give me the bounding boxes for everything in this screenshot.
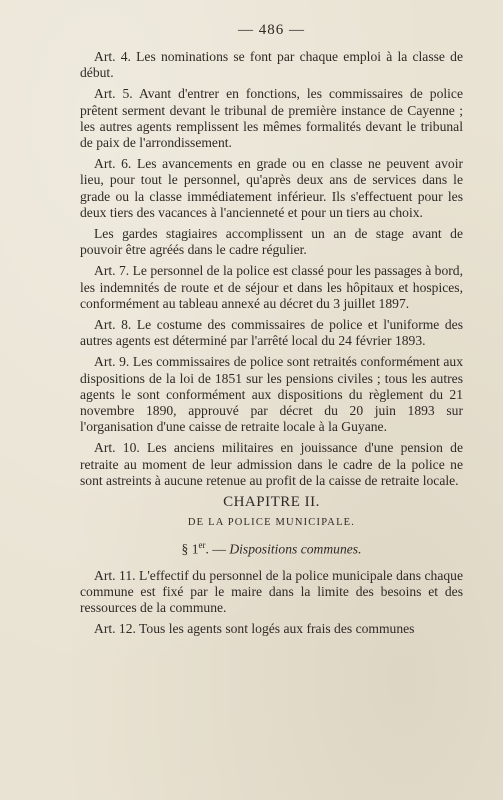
chapter-title: CHAPITRE II. xyxy=(223,494,320,511)
article-11: Art. 11. L'effectif du personnel de la police municipale dans chaque commune est fixé par le maire dans la limite des besoins et des ressources de la commune. xyxy=(80,567,463,616)
chapter-subtitle: DE LA POLICE MUNICIPALE. xyxy=(187,517,356,529)
section-title: Dispositions communes. xyxy=(229,541,362,557)
article-7: Art. 7. Le personnel de la police est classé pour les passages à bord, les indemnités de route et de séjour et dans les hôpitaux et hospices, conformément au tableau annexé au décret du 3 juillet 1897. xyxy=(80,263,463,311)
article-9: Art. 9. Les commissaires de police sont retraités conformément aux dispositions de la loi de 1851 sur les pensions civiles ; tous les autres agents le sont conformément aux dispositions du règlement du 21 novembre 1890, approuvé par décret du 20 juin 1893 sur l'organisation d'une caisse de retraite locale à la Guyane. xyxy=(80,354,463,435)
article-6: Art. 6. Les avancements en grade ou en classe ne peuvent avoir lieu, pour tout le personnel, qu'après deux ans de services dans le grade ou la classe immédiatement inférieur. Ils s'effectuent pour les deux tiers des vacances à l'ancienneté et pour un tiers au choix. xyxy=(80,156,463,220)
article-12: Art. 12. Tous les agents sont logés aux frais des communes xyxy=(94,621,415,637)
article-5: Art. 5. Avant d'entrer en fonctions, les commissaires de police prêtent serment devant le tribunal de première instance de Cayenne ; les autres agents remplissent les mêmes formalités devant le tribunal de paix de l'arrondissement. xyxy=(80,86,463,151)
section-heading xyxy=(80,540,463,558)
section-dash: . — xyxy=(205,541,230,557)
article-4: Art. 4. Les nominations se font par chaque emploi à la classe de début. xyxy=(80,49,463,81)
section-number: § 1 xyxy=(181,541,199,557)
article-6-stagiaires: Les gardes stagiaires accomplissent un an de stage avant de pouvoir être agréés dans le cadre régulier. xyxy=(80,226,463,258)
section-number-sup: er xyxy=(198,540,206,551)
article-8: Art. 8. Le costume des commissaires de police et l'uniforme des autres agents est déterminé par l'arrêté local du 24 février 1893. xyxy=(80,317,463,349)
article-10: Art. 10. Les anciens militaires en jouissance d'une pension de retraite au moment de leur admission dans le cadre de la police ne sont astreints à aucune retenue au profit de la caisse de retraite locale. xyxy=(80,440,463,488)
page-number: — 486 — xyxy=(238,22,305,38)
